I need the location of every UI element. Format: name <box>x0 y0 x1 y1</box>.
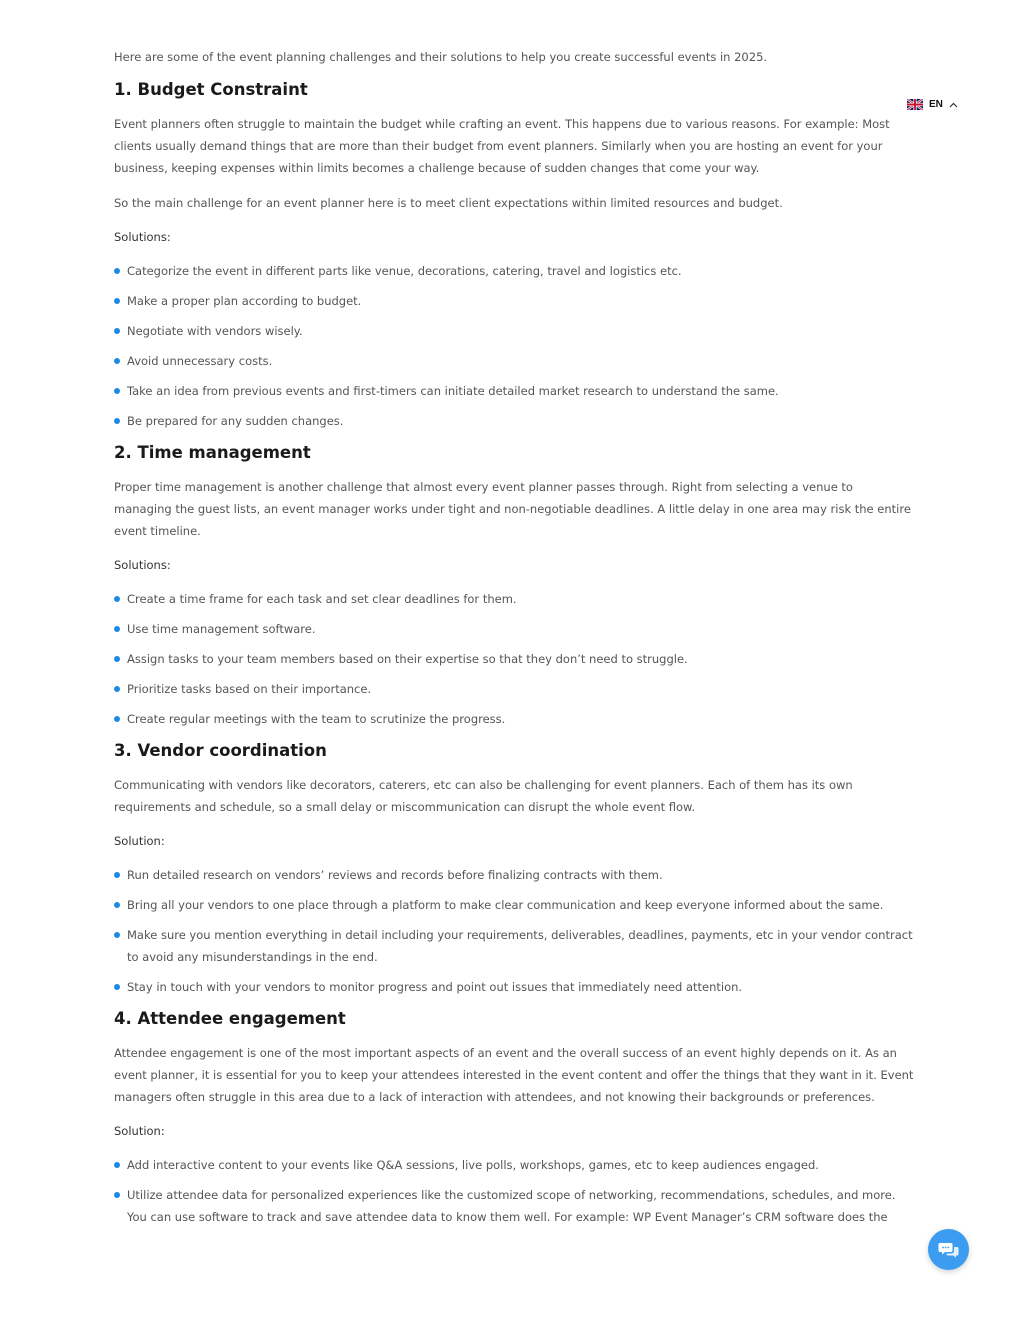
list-item: Prioritize tasks based on their importance. <box>114 678 914 700</box>
list-item: Avoid unnecessary costs. <box>114 350 914 372</box>
language-code: EN <box>929 99 943 110</box>
section-heading: 4. Attendee engagement <box>114 1009 346 1028</box>
section-paragraph: Event planners often struggle to maintain the budget while crafting an event. This happens due to various reasons. For example: Most clients usually demand things that are more than their budget from event planners. Similarly when you are hosting an event for your business, keeping expenses within limits becomes a challenge because of sudden changes that come your way. <box>114 117 890 175</box>
section-time-management <box>114 442 914 730</box>
section-vendor-coordination <box>114 740 914 998</box>
list-item: Be prepared for any sudden changes. <box>114 410 914 432</box>
list-item: Utilize attendee data for personalized experiences like the customized scope of networking, recommendations, schedules, and more. You can use software to track and save attendee data to know them well. For example: WP Event Manager’s CRM software does the <box>114 1184 914 1228</box>
section-paragraph: Proper time management is another challenge that almost every event planner passes through. Right from selecting a venue to managing the guest lists, an event manager works under tight and non-negotiable deadlines. A little delay in one area may risk the entire event timeline. <box>114 480 911 538</box>
section-attendee-engagement <box>114 1008 914 1228</box>
section-heading: 2. Time management <box>114 443 311 462</box>
list-item: Run detailed research on vendors’ reviews and records before finalizing contracts with them. <box>114 864 914 886</box>
chat-bubbles-icon <box>938 1241 960 1259</box>
chat-button[interactable] <box>928 1229 969 1270</box>
list-item: Create regular meetings with the team to scrutinize the progress. <box>114 708 914 730</box>
solutions-list <box>114 864 914 998</box>
list-item: Create a time frame for each task and set clear deadlines for them. <box>114 588 914 610</box>
solutions-label: Solutions: <box>114 230 171 244</box>
intro-text: Here are some of the event planning challenges and their solutions to help you create successful events in 2025. <box>114 50 768 64</box>
section-paragraph: So the main challenge for an event planner here is to meet client expectations within limited resources and budget. <box>114 196 783 210</box>
uk-flag-icon <box>907 99 923 110</box>
solutions-list <box>114 588 914 730</box>
section-paragraph: Communicating with vendors like decorators, caterers, etc can also be challenging for event planners. Each of them has its own requirements and schedule, so a small delay or miscommunication can disrupt the whole event flow. <box>114 778 853 814</box>
list-item: Categorize the event in different parts like venue, decorations, catering, travel and logistics etc. <box>114 260 914 282</box>
article-content <box>114 47 914 1238</box>
list-item: Use time management software. <box>114 618 914 640</box>
list-item: Negotiate with vendors wisely. <box>114 320 914 342</box>
section-heading: 3. Vendor coordination <box>114 741 327 760</box>
language-switcher[interactable] <box>907 99 958 110</box>
section-heading: 1. Budget Constraint <box>114 80 308 99</box>
chevron-up-icon <box>949 102 958 108</box>
solutions-list <box>114 260 914 432</box>
list-item: Stay in touch with your vendors to monitor progress and point out issues that immediately need attention. <box>114 976 914 998</box>
section-budget-constraint <box>114 79 914 432</box>
list-item: Make a proper plan according to budget. <box>114 290 914 312</box>
list-item: Bring all your vendors to one place through a platform to make clear communication and keep everyone informed about the same. <box>114 894 914 916</box>
list-item: Take an idea from previous events and first-timers can initiate detailed market research to understand the same. <box>114 380 914 402</box>
list-item: Add interactive content to your events like Q&A sessions, live polls, workshops, games, etc to keep audiences engaged. <box>114 1154 914 1176</box>
list-item: Make sure you mention everything in detail including your requirements, deliverables, deadlines, payments, etc in your vendor contract to avoid any misunderstandings in the end. <box>114 924 914 968</box>
solutions-label: Solution: <box>114 1124 165 1138</box>
solutions-list <box>114 1154 914 1228</box>
section-paragraph: Attendee engagement is one of the most important aspects of an event and the overall success of an event highly depends on it. As an event planner, it is essential for you to keep your attendees interested in the event content and offer the things that they want in it. Event managers often struggle in this area due to a lack of interaction with attendees, and not knowing their backgrounds or preferences. <box>114 1046 914 1104</box>
solutions-label: Solution: <box>114 834 165 848</box>
solutions-label: Solutions: <box>114 558 171 572</box>
list-item: Assign tasks to your team members based on their expertise so that they don’t need to struggle. <box>114 648 914 670</box>
